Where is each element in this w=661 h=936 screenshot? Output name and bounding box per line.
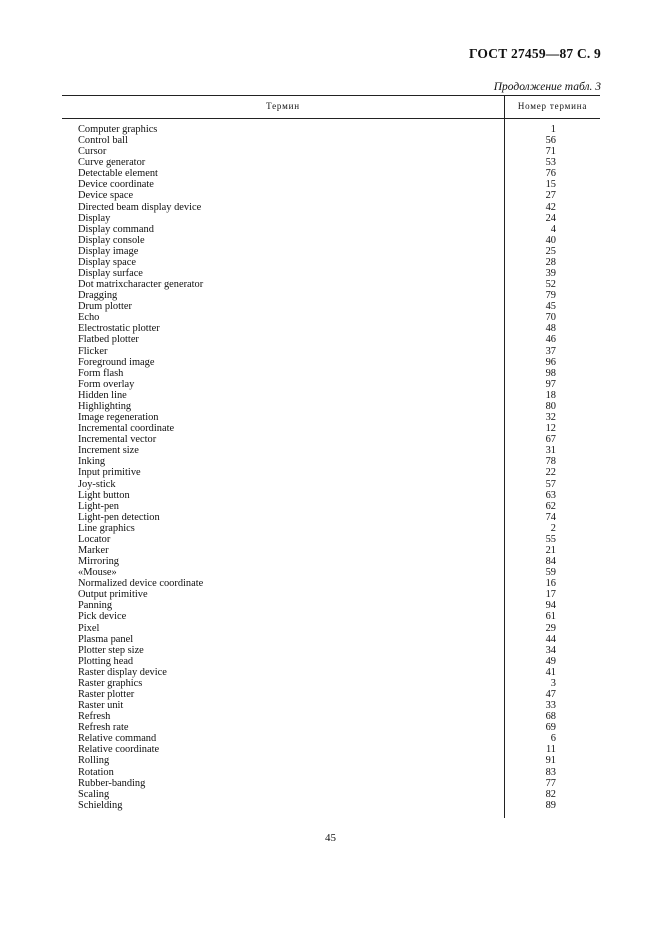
- term-cell: Light-pen: [78, 500, 119, 512]
- table-row: [0, 744, 661, 755]
- table-row: [0, 456, 661, 467]
- table-row: [0, 390, 661, 401]
- table-row: [0, 467, 661, 478]
- table-row: [0, 678, 661, 689]
- table-row: [0, 157, 661, 168]
- term-cell: Plotting head: [78, 655, 134, 667]
- table-row: [0, 412, 661, 423]
- table-row: [0, 556, 661, 567]
- term-number-cell: 40: [545, 234, 556, 246]
- term-cell: Device space: [78, 190, 134, 202]
- term-cell: Relative coordinate: [78, 744, 160, 756]
- term-number-cell: 6: [550, 733, 556, 745]
- term-cell: Incremental vector: [78, 434, 157, 446]
- term-number-cell: 2: [550, 522, 556, 534]
- table-row: [0, 600, 661, 611]
- table-row: [0, 490, 661, 501]
- term-number-cell: 3: [550, 677, 556, 689]
- term-cell: Raster graphics: [78, 677, 143, 689]
- term-number-cell: 67: [545, 434, 556, 446]
- term-cell: Dragging: [78, 290, 118, 302]
- term-cell: Control ball: [78, 135, 128, 147]
- term-number-cell: 18: [545, 389, 556, 401]
- term-number-cell: 55: [545, 533, 556, 545]
- table-row: [0, 213, 661, 224]
- term-number-cell: 34: [545, 644, 556, 656]
- table-row: [0, 545, 661, 556]
- term-cell: Relative command: [78, 733, 157, 745]
- term-number-cell: 45: [545, 301, 556, 313]
- term-cell: Rotation: [78, 766, 114, 778]
- term-cell: Line graphics: [78, 522, 135, 534]
- table-row: [0, 434, 661, 445]
- table-row: [0, 767, 661, 778]
- term-number-cell: 17: [545, 589, 556, 601]
- term-cell: Joy-stick: [78, 478, 116, 490]
- term-cell: Input primitive: [78, 467, 141, 479]
- table-row: [0, 667, 661, 678]
- term-number-cell: 79: [545, 290, 556, 302]
- term-number-cell: 84: [545, 556, 556, 568]
- term-number-cell: 49: [545, 655, 556, 667]
- term-number-cell: 31: [545, 445, 556, 457]
- table-row: [0, 202, 661, 213]
- page-number: 45: [325, 832, 336, 844]
- term-number-cell: 57: [545, 478, 556, 490]
- term-number-cell: 25: [545, 245, 556, 257]
- term-number-cell: 68: [545, 711, 556, 723]
- table-row: [0, 479, 661, 490]
- term-number-cell: 82: [545, 788, 556, 800]
- term-number-cell: 89: [545, 799, 556, 811]
- term-number-cell: 48: [545, 323, 556, 335]
- table-row: [0, 423, 661, 434]
- term-cell: Light-pen detection: [78, 511, 160, 523]
- table-row: [0, 168, 661, 179]
- table-row: [0, 323, 661, 334]
- table-row: [0, 357, 661, 368]
- table-row: [0, 401, 661, 412]
- term-cell: Mirroring: [78, 556, 119, 568]
- term-number-cell: 46: [545, 334, 556, 346]
- term-number-cell: 80: [545, 400, 556, 412]
- table-row: [0, 656, 661, 667]
- table-row: [0, 445, 661, 456]
- term-cell: Normalized device coordinate: [78, 578, 204, 590]
- term-cell: Cursor: [78, 146, 107, 158]
- table-row: [0, 301, 661, 312]
- term-number-cell: 32: [545, 412, 556, 424]
- table-row: [0, 268, 661, 279]
- table-top-rule: [62, 95, 600, 96]
- table-row: [0, 534, 661, 545]
- table-continuation-label: Продолжение табл. 3: [493, 81, 601, 93]
- term-number-cell: 1: [550, 124, 556, 135]
- term-cell: Increment size: [78, 445, 139, 457]
- term-cell: Display command: [78, 223, 154, 235]
- term-cell: Computer graphics: [78, 124, 158, 135]
- table-row: [0, 124, 661, 135]
- term-cell: Locator: [78, 533, 111, 545]
- term-cell: Refresh: [78, 711, 111, 723]
- term-cell: Scaling: [78, 788, 110, 800]
- term-number-cell: 24: [545, 212, 556, 224]
- term-cell: Raster display device: [78, 666, 167, 678]
- table-row: [0, 722, 661, 733]
- term-number-cell: 53: [545, 157, 556, 169]
- table-row: [0, 346, 661, 357]
- term-cell: Output primitive: [78, 589, 148, 601]
- term-number-cell: 61: [545, 611, 556, 623]
- term-number-cell: 44: [545, 633, 556, 645]
- term-cell: Curve generator: [78, 157, 146, 169]
- term-number-cell: 42: [545, 201, 556, 213]
- table-row: [0, 700, 661, 711]
- term-cell: Flicker: [78, 345, 108, 357]
- term-number-cell: 76: [545, 168, 556, 180]
- term-cell: Display surface: [78, 268, 143, 280]
- term-cell: Display console: [78, 234, 145, 246]
- term-cell: Dot matrixcharacter generator: [78, 279, 204, 291]
- term-cell: Marker: [78, 544, 109, 556]
- table-row: [0, 235, 661, 246]
- term-number-cell: 33: [545, 700, 556, 712]
- term-cell: Schielding: [78, 799, 123, 811]
- term-number-cell: 29: [545, 622, 556, 634]
- term-number-cell: 41: [545, 666, 556, 678]
- term-number-cell: 94: [545, 600, 556, 612]
- table-row: [0, 711, 661, 722]
- term-number-cell: 78: [545, 456, 556, 468]
- term-number-cell: 16: [545, 578, 556, 590]
- table-row: [0, 334, 661, 345]
- term-cell: Form overlay: [78, 378, 135, 390]
- term-number-cell: 47: [545, 688, 556, 700]
- term-cell: Incremental coordinate: [78, 423, 175, 435]
- term-cell: Plotter step size: [78, 644, 144, 656]
- table-row: [0, 623, 661, 634]
- table-row: [0, 512, 661, 523]
- term-number-cell: 98: [545, 367, 556, 379]
- table-row: [0, 733, 661, 744]
- term-number-cell: 21: [545, 544, 556, 556]
- term-number-cell: 63: [545, 489, 556, 501]
- table-row: [0, 179, 661, 190]
- term-cell: Pixel: [78, 622, 100, 634]
- document-standard-header: ГОСТ 27459—87 С. 9: [468, 46, 601, 61]
- table-row: [0, 800, 661, 811]
- term-cell: Rolling: [78, 755, 110, 767]
- term-number-cell: 22: [545, 467, 556, 479]
- term-number-cell: 59: [545, 567, 556, 579]
- term-number-cell: 70: [545, 312, 556, 324]
- table-header-rule: [62, 118, 600, 119]
- term-number-cell: 28: [545, 256, 556, 268]
- table-row: [0, 190, 661, 201]
- term-number-cell: 97: [545, 378, 556, 390]
- term-number-cell: 4: [550, 223, 556, 235]
- table-row: [0, 279, 661, 290]
- table-row: [0, 501, 661, 512]
- term-cell: Refresh rate: [78, 722, 129, 734]
- term-number-cell: 77: [545, 777, 556, 789]
- table-row: [0, 135, 661, 146]
- term-cell: Pick device: [78, 611, 127, 623]
- term-number-cell: 56: [545, 135, 556, 147]
- table-row: [0, 257, 661, 268]
- term-cell: Directed beam display device: [78, 201, 202, 213]
- term-number-cell: 62: [545, 500, 556, 512]
- column-header-number: Номер термина: [517, 101, 588, 111]
- table-row: [0, 645, 661, 656]
- term-number-cell: 37: [545, 345, 556, 357]
- term-cell: Plasma panel: [78, 633, 134, 645]
- term-cell: Foreground image: [78, 356, 155, 368]
- term-cell: Rubber-banding: [78, 777, 146, 789]
- term-cell: Detectable element: [78, 168, 158, 180]
- terms-table-body: [0, 124, 661, 811]
- term-cell: Display space: [78, 256, 136, 268]
- term-number-cell: 71: [545, 146, 556, 158]
- table-row: [0, 523, 661, 534]
- term-number-cell: 96: [545, 356, 556, 368]
- term-number-cell: 15: [545, 179, 556, 191]
- table-row: [0, 379, 661, 390]
- table-row: [0, 312, 661, 323]
- term-cell: Raster plotter: [78, 688, 135, 700]
- table-row: [0, 246, 661, 257]
- term-cell: Device coordinate: [78, 179, 154, 191]
- table-row: [0, 578, 661, 589]
- term-cell: Inking: [78, 456, 106, 468]
- term-cell: Highlighting: [78, 400, 132, 412]
- term-cell: Echo: [78, 312, 100, 324]
- table-row: [0, 634, 661, 645]
- term-cell: Hidden line: [78, 389, 127, 401]
- term-cell: Display image: [78, 245, 139, 257]
- term-cell: «Mouse»: [78, 567, 117, 579]
- term-cell: Electrostatic plotter: [78, 323, 160, 335]
- table-row: [0, 611, 661, 622]
- table-row: [0, 224, 661, 235]
- term-number-cell: 12: [545, 423, 556, 435]
- term-cell: Light button: [78, 489, 130, 501]
- column-header-term: Термин: [266, 101, 300, 111]
- term-cell: Image regeneration: [78, 412, 159, 424]
- term-number-cell: 91: [545, 755, 556, 767]
- table-row: [0, 368, 661, 379]
- table-row: [0, 567, 661, 578]
- term-number-cell: 74: [545, 511, 556, 523]
- term-cell: Drum plotter: [78, 301, 132, 313]
- term-cell: Form flash: [78, 367, 124, 379]
- term-number-cell: 39: [545, 268, 556, 280]
- table-row: [0, 589, 661, 600]
- term-number-cell: 69: [545, 722, 556, 734]
- term-number-cell: 11: [545, 744, 556, 756]
- term-cell: Flatbed plotter: [78, 334, 139, 346]
- table-row: [0, 755, 661, 766]
- term-cell: Display: [78, 212, 111, 224]
- table-row: [0, 789, 661, 800]
- table-row: [0, 146, 661, 157]
- table-row: [0, 689, 661, 700]
- table-row: [0, 778, 661, 789]
- term-number-cell: 83: [545, 766, 556, 778]
- term-number-cell: 52: [545, 279, 556, 291]
- term-number-cell: 27: [545, 190, 556, 202]
- term-cell: Panning: [78, 600, 113, 612]
- term-cell: Raster unit: [78, 700, 124, 712]
- table-row: [0, 290, 661, 301]
